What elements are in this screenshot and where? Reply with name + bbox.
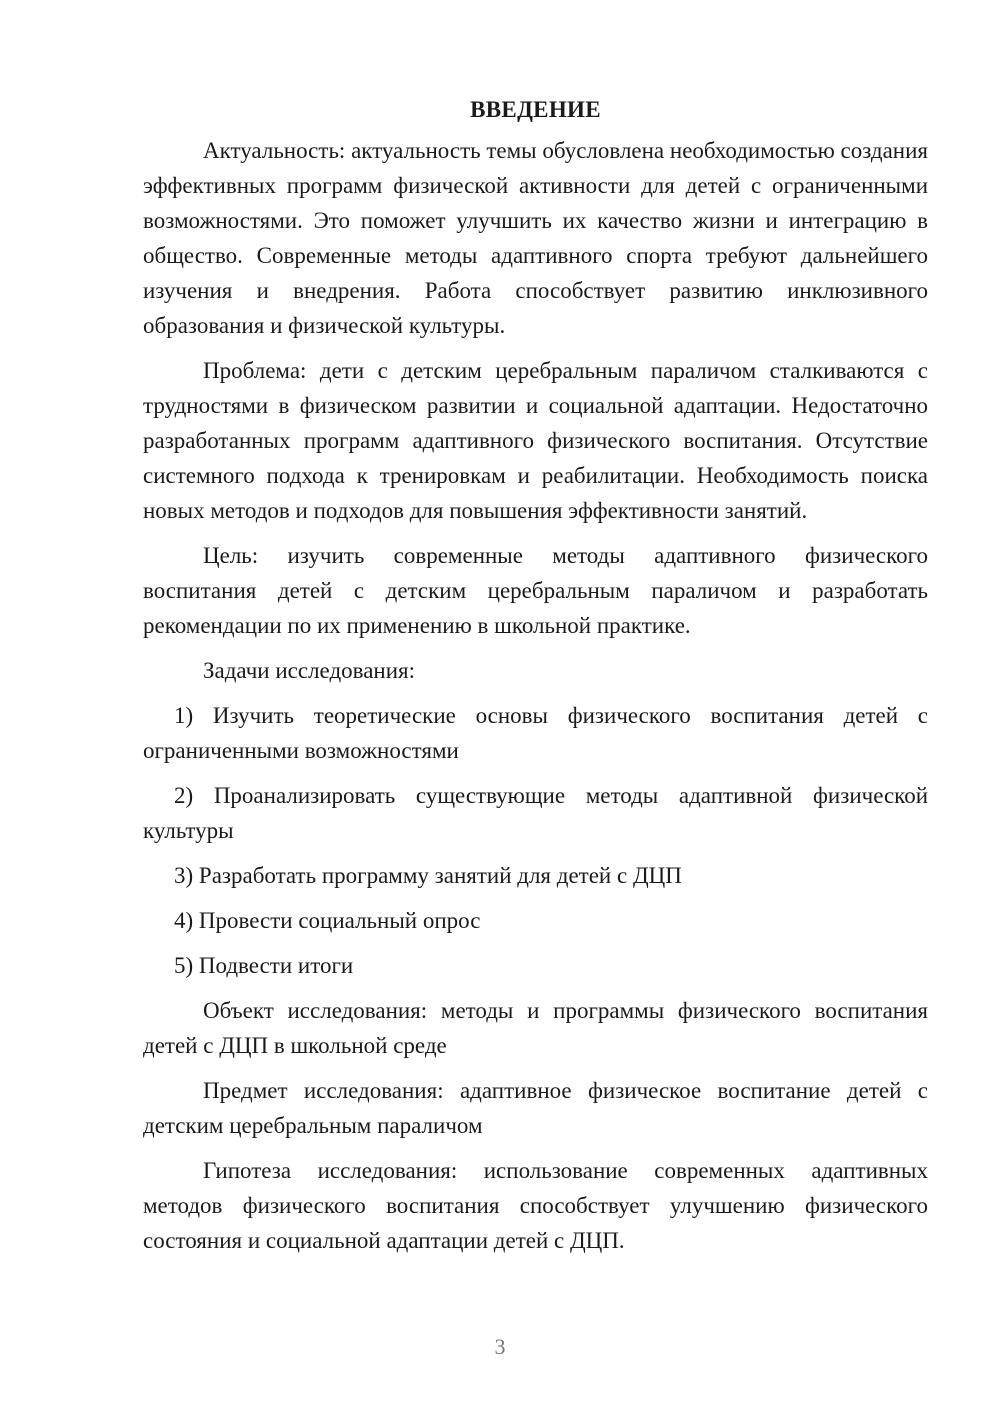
problem-paragraph: Проблема: дети с детским церебральным параличом сталкиваются с трудностями в физическом развитии и социальной адаптации. Недостаточно разработанных программ адаптивного физического воспитания. Отсутствие системного подхода к тренировкам и реабилитации. Необходимость поиска новых методов и подходов для повышения эффективности занятий.	[143, 358, 928, 523]
relevance-paragraph: Актуальность: актуальность темы обусловлена необходимостью создания эффективных программ физической активности для детей с ограниченными возможностями. Это поможет улучшить их качество жизни и интеграцию в общество. Современные методы адаптивного спорта требуют дальнейшего изучения и внедрения. Работа способствует развитию инклюзивного образования и физической культуры.	[143, 138, 929, 338]
hypothesis-paragraph: Гипотеза исследования: использование современных адаптивных методов физического воспитания способствует улучшению физического состояния и социальной адаптации детей с ДЦП.	[143, 1158, 928, 1253]
task-item: 5) Подвести итоги	[174, 953, 354, 978]
object-paragraph: Объект исследования: методы и программы физического воспитания детей с ДЦП в школьной среде	[143, 998, 928, 1058]
task-item: 2) Проанализировать существующие методы адаптивной физической культуры	[143, 783, 928, 843]
page-number: 3	[494, 1334, 506, 1359]
task-item: 4) Провести социальный опрос	[174, 908, 481, 933]
tasks-heading: Задачи исследования:	[203, 658, 416, 683]
subject-paragraph: Предмет исследования: адаптивное физическое воспитание детей с детским церебральным параличом	[143, 1078, 928, 1138]
page-title: ВВЕДЕНИЕ	[470, 97, 601, 122]
task-item: 1) Изучить теоретические основы физического воспитания детей с ограниченными возможностями	[143, 703, 928, 763]
task-item: 3) Разработать программу занятий для детей с ДЦП	[174, 863, 682, 888]
page-content	[143, 92, 928, 1268]
goal-paragraph: Цель: изучить современные методы адаптивного физического воспитания детей с детским церебральным параличом и разработать рекомендации по их применению в школьной практике.	[143, 543, 928, 638]
